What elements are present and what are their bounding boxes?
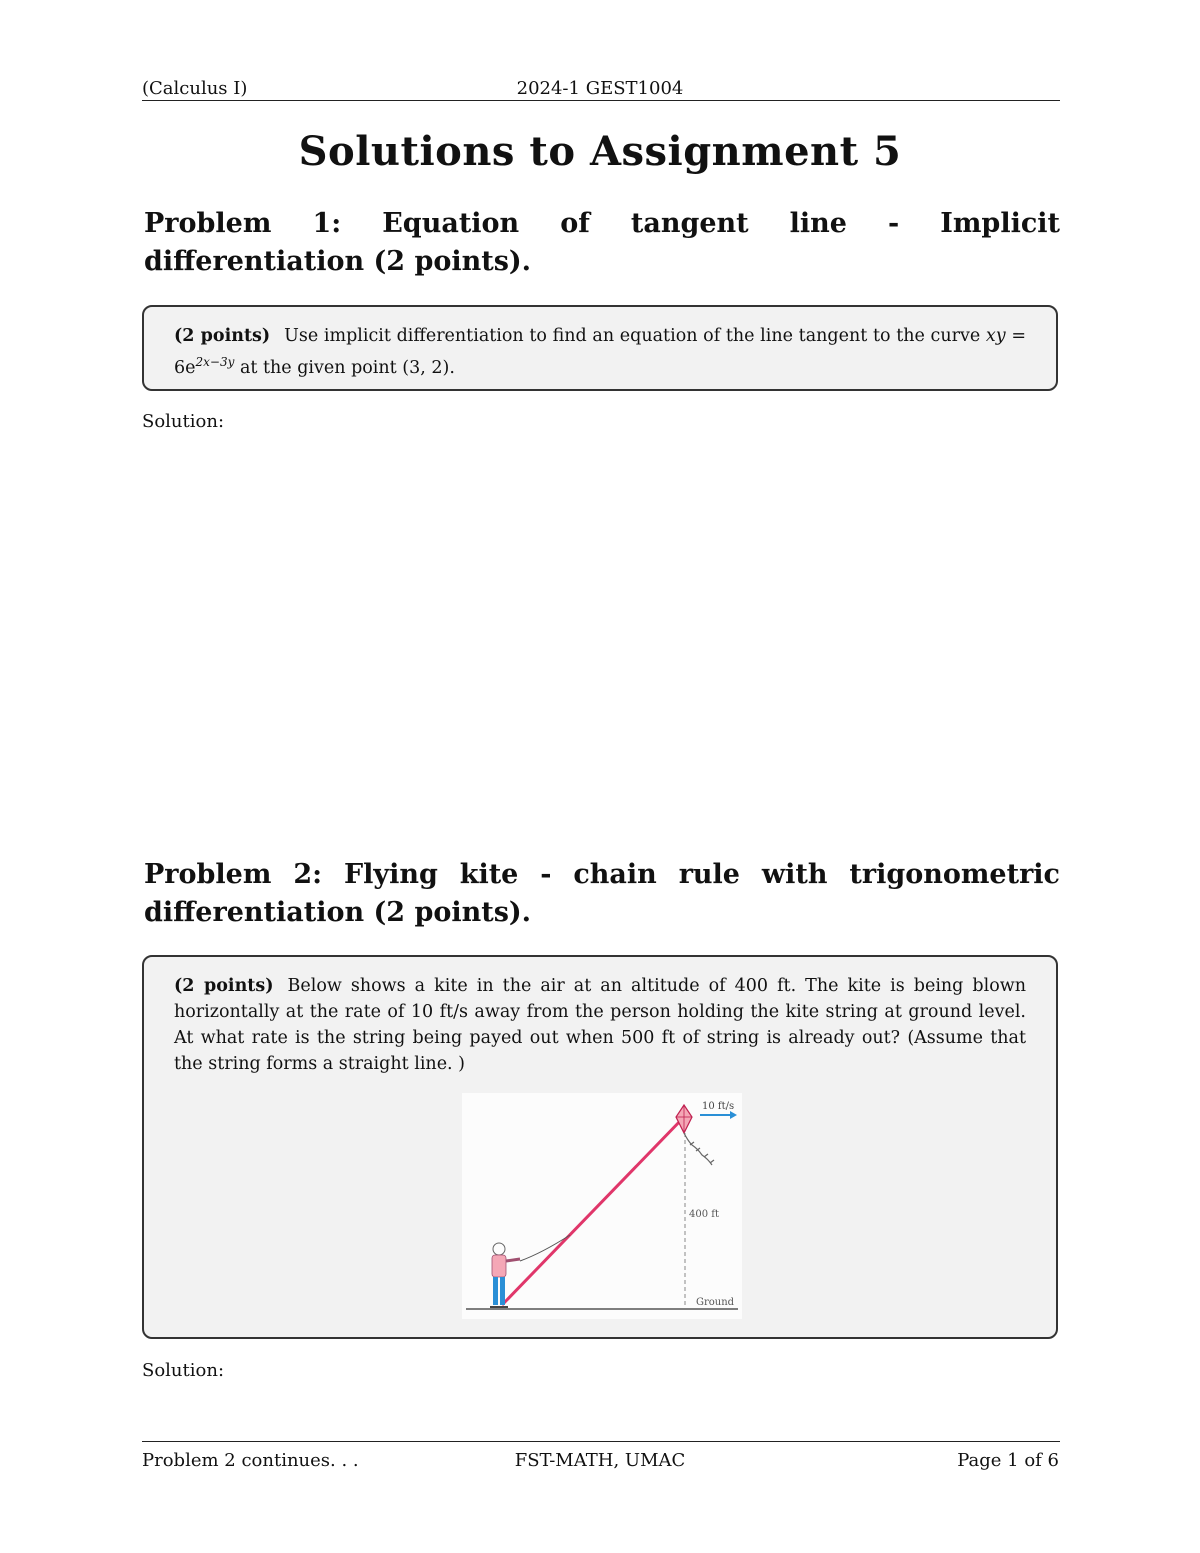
hand-string xyxy=(520,1235,570,1261)
footer-rule xyxy=(142,1441,1060,1442)
header-rule xyxy=(142,100,1060,101)
problem-1-solution-label: Solution: xyxy=(142,411,225,432)
problem-2-heading: Problem 2: Flying kite - chain rule with trigonometric differentiation (2 points). xyxy=(144,859,1060,928)
problem-1-statement: (2 points) Use implicit differentiation to find an equation of the line tangent to the curve xy = $6e^{2x-3y}$ at the given point (3, 2). xyxy=(174,326,1026,378)
header-code: 2024-1 GEST1004 xyxy=(516,78,684,99)
header-course: (Calculus I) xyxy=(142,78,248,99)
kite-string xyxy=(502,1117,684,1305)
problem-2-statement: (2 points) Below shows a kite in the air at an altitude of 400 ft. The kite is being blown horizontally at the rate of 10 ft/s away from the person holding the kite string at ground level. At what rate is the string being payed out when 500 ft of string is already out? (Assume that the string forms a straight line. ) xyxy=(174,976,1027,1074)
problem-1-box xyxy=(142,305,1058,391)
footer-continues: Problem 2 continues. . . xyxy=(142,1450,359,1471)
page-title: Solutions to Assignment 5 xyxy=(298,128,902,175)
footer-page-number: Page 1 of 6 xyxy=(957,1450,1059,1471)
problem-2-points: (2 points) xyxy=(174,976,274,996)
ground-label: Ground xyxy=(696,1297,735,1308)
kite-diagram xyxy=(462,1093,742,1319)
person-icon xyxy=(490,1243,520,1307)
problem-1-heading: Problem 1: Equation of tangent line - Implicit differentiation (2 points). xyxy=(144,208,1060,277)
speed-label: 10 ft/s xyxy=(702,1101,735,1112)
problem-2-solution-label: Solution: xyxy=(142,1360,225,1381)
altitude-label: 400 ft xyxy=(689,1209,719,1220)
footer-department: FST-MATH, UMAC xyxy=(514,1450,686,1471)
kite-figure xyxy=(462,1093,742,1319)
problem-1-points: (2 points) xyxy=(174,326,271,346)
problem-2-box xyxy=(142,955,1058,1339)
